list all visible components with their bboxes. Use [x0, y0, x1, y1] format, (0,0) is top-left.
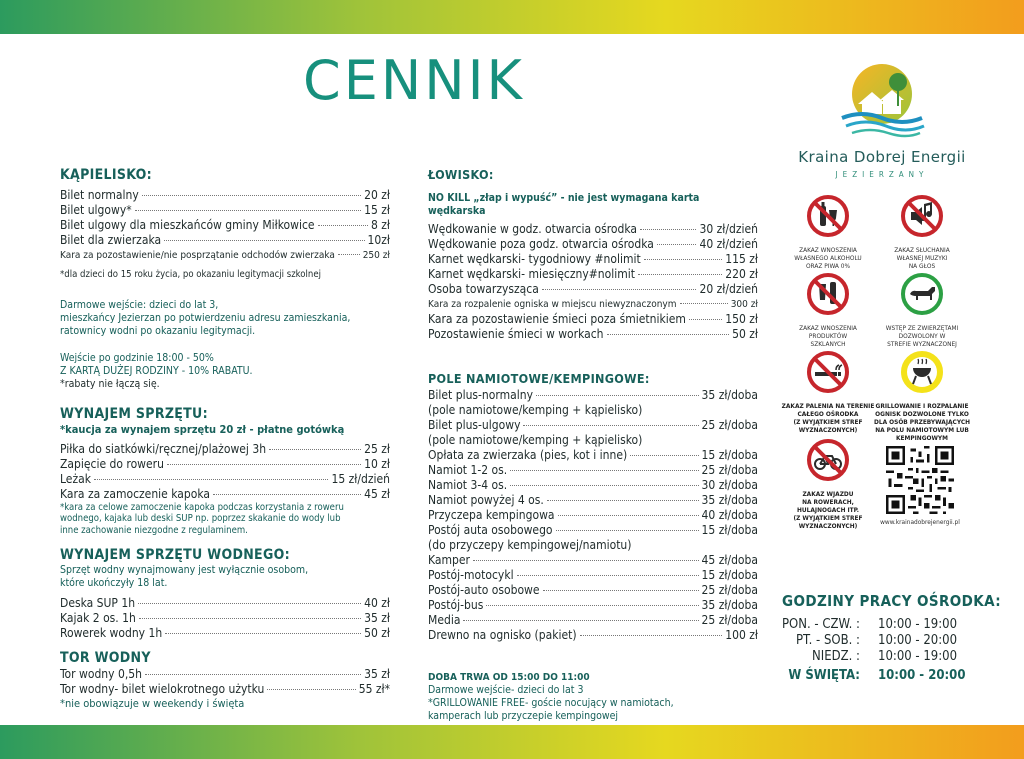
- dot-leader: [135, 210, 361, 211]
- price-value: 20 zł: [364, 188, 390, 202]
- sign-caption-line: (Z WYJĄTKIEM STREF: [793, 514, 863, 522]
- deposit-note: *kaucja za wynajem sprzętu 20 zł - płatne gotówką: [60, 422, 345, 436]
- dot-leader: [547, 500, 699, 501]
- sign-no-glass: [780, 272, 876, 348]
- discount-note: *rabaty nie łączą się.: [60, 377, 160, 390]
- price-value: 15 zł/doba: [701, 523, 758, 537]
- price-row: [60, 472, 390, 487]
- price-label: Opłata za zwierzaka (pies, kot i inne): [428, 448, 628, 462]
- price-row: [428, 448, 758, 463]
- nokill-note: NO KILL „złap i wypuść” - nie jest wymagana karta wędkarska: [428, 192, 700, 217]
- dot-leader: [213, 494, 361, 495]
- dot-leader: [164, 240, 364, 241]
- price-row: [428, 418, 758, 433]
- sign-dogs-allowed: [874, 272, 970, 348]
- price-label: Namiot 3-4 os.: [428, 478, 508, 492]
- hours-row-sun: NIEDZ. : 10:00 - 19:00: [812, 649, 958, 664]
- price-row: [60, 626, 390, 641]
- dot-leader: [543, 590, 699, 591]
- price-value: 35 zł/doba: [701, 493, 758, 507]
- dot-leader: [269, 449, 361, 450]
- price-value: 300 zł: [730, 299, 758, 310]
- sign-caption-line: ZAKAZ WJAZDU: [802, 490, 854, 498]
- grill-zone-icon: [900, 350, 944, 394]
- price-value: 50 zł: [364, 626, 390, 640]
- price-row: [428, 553, 758, 568]
- dot-leader: [607, 334, 730, 335]
- price-row: [428, 312, 758, 327]
- dot-leader: [556, 530, 699, 531]
- family-card-discount: Z KARTĄ DUŻEJ RODZINY - 10% RABATU.: [60, 364, 253, 377]
- hours-row-mon-thu: PON. - CZW. : 10:00 - 19:00: [782, 617, 958, 632]
- price-row: [428, 478, 758, 493]
- free-entry-note: Darmowe wejście: dzieci do lat 3, mieszkańcy Jezierzan po potwierdzeniu adresu zamieszkania, ratownicy wodni po okazaniu legitymacji.: [60, 298, 351, 337]
- price-label: Bilet dla zwierzaka: [60, 233, 162, 247]
- sign-caption-grill-zone: [874, 402, 970, 442]
- sign-caption-line: STREFIE WYZNACZONEJ: [887, 340, 957, 348]
- qr-caption: www.krainadobrejenergii.pl: [880, 518, 960, 526]
- price-row: [428, 282, 758, 297]
- price-label: Piłka do siatkówki/ręcznej/plażowej 3h: [60, 441, 267, 456]
- no-alcohol-icon: [806, 194, 850, 238]
- dot-leader: [167, 464, 361, 465]
- price-row: [60, 203, 390, 218]
- price-value: 8 zł: [370, 218, 390, 232]
- tor-heading: TOR WODNY: [60, 650, 151, 666]
- dot-leader: [536, 395, 699, 396]
- price-value: 115 zł: [725, 252, 758, 266]
- sign-caption-no-music: [874, 246, 970, 270]
- sign-caption-line: OGNISK DOZWOLONE TYLKO: [875, 410, 969, 418]
- price-row: [60, 233, 390, 248]
- price-row: [428, 388, 758, 403]
- price-label: Bilet ulgowy*: [60, 203, 132, 217]
- price-value: 15 zł/doba: [701, 448, 758, 462]
- dot-leader: [510, 485, 698, 486]
- dot-leader: [94, 479, 328, 480]
- sign-caption-line: KEMPINGOWYM: [896, 434, 948, 442]
- price-label: Namiot powyżej 4 os.: [428, 493, 544, 507]
- price-label: Kamper: [428, 553, 470, 567]
- price-value: 25 zł/doba: [701, 583, 758, 597]
- dot-leader: [145, 674, 361, 675]
- sign-caption-line: (Z WYJĄTKIEM STREF: [793, 418, 863, 426]
- price-value: 25 zł/doba: [701, 463, 758, 477]
- page-title: CENNIK: [303, 49, 525, 112]
- price-subnote: (pole namiotowe/kemping + kąpielisko): [428, 433, 643, 447]
- price-value: 30 zł/doba: [701, 478, 758, 492]
- price-row: [428, 493, 758, 508]
- price-label: Namiot 1-2 os.: [428, 463, 508, 477]
- price-value: 40 zł/dzień: [699, 237, 758, 251]
- price-row: [428, 237, 758, 252]
- price-row: [428, 297, 758, 312]
- price-label: Bilet plus-ulgowy: [428, 418, 521, 432]
- grill-note-2: kamperach lub przyczepie kempingowej: [428, 710, 619, 722]
- dot-leader: [657, 244, 697, 245]
- sign-caption-line: PRODUKTÓW: [808, 332, 848, 340]
- dogs-allowed-icon: [900, 272, 944, 316]
- brand-location: JEZIERZANY: [835, 170, 929, 179]
- price-label: Wędkowanie poza godz. otwarcia ośrodka: [428, 237, 654, 251]
- sign-caption-line: ORAZ PIWA 0%: [805, 262, 851, 270]
- sign-caption-line: WŁASNEJ MUZYKI: [896, 254, 948, 262]
- sign-caption-line: HULAJNOGACH ITP.: [797, 506, 859, 514]
- price-label: Kara za zamoczenie kapoka: [60, 486, 211, 501]
- price-label: Drewno na ognisko (pakiet): [428, 628, 577, 642]
- price-value: 15 zł/dzień: [331, 471, 390, 486]
- dot-leader: [638, 274, 722, 275]
- price-value: 10 zł: [364, 456, 390, 471]
- price-value: 35 zł: [364, 667, 390, 681]
- lowisko-price-list: [428, 222, 758, 342]
- price-value: 250 zł: [362, 250, 390, 261]
- price-value: 25 zł: [364, 441, 390, 456]
- dot-leader: [463, 620, 698, 621]
- dot-leader: [318, 225, 368, 226]
- dot-leader: [142, 195, 361, 196]
- price-row: [428, 583, 758, 598]
- sign-no-music: [874, 194, 970, 270]
- price-row: [60, 188, 390, 203]
- sign-no-bikes: [780, 438, 876, 530]
- no-smoking-icon: [806, 350, 850, 394]
- qr-code-icon[interactable]: [886, 446, 954, 514]
- dot-leader: [644, 259, 722, 260]
- dot-leader: [523, 425, 698, 426]
- price-value: 100 zł: [725, 628, 758, 642]
- sign-caption-line: DOZWOLONY W: [898, 332, 946, 340]
- grill-note-1: *GRILLOWANIE FREE- goście nocujący w namiotach,: [428, 697, 674, 709]
- dot-leader: [165, 633, 361, 634]
- hours-row-holidays: W ŚWIĘTA: 10:00 - 20:00: [788, 668, 966, 683]
- price-row: [428, 222, 758, 237]
- price-label: Media: [428, 613, 461, 627]
- price-label: Postój auta osobowego: [428, 523, 553, 537]
- sign-no-smoking: [780, 350, 876, 434]
- price-value: 55 zł*: [358, 682, 390, 696]
- wodny-price-list: [60, 596, 390, 641]
- price-row: [60, 218, 390, 233]
- dot-leader: [139, 618, 361, 619]
- price-label: Kara za pozostawienie śmieci poza śmietnikiem: [428, 312, 686, 326]
- dot-leader: [473, 560, 699, 561]
- left-column: [60, 166, 390, 710]
- sign-caption-no-alcohol: [780, 246, 876, 270]
- price-value: 40 zł: [364, 596, 390, 610]
- sign-caption-line: SZKLANYCH: [810, 340, 846, 348]
- price-value: 35 zł/doba: [701, 388, 758, 402]
- hours-row-fri-sat: PT. - SOB. : 10:00 - 20:00: [795, 633, 958, 648]
- middle-column: [428, 166, 758, 723]
- price-value: 35 zł: [364, 611, 390, 625]
- price-value: 25 zł/doba: [701, 418, 758, 432]
- sprzet-price-list: [60, 442, 390, 502]
- dot-leader: [338, 254, 360, 255]
- kapielisko-price-list: [60, 188, 390, 263]
- price-label: Pozostawienie śmieci w workach: [428, 327, 604, 341]
- price-label: Postój-auto osobowe: [428, 583, 540, 597]
- price-label: Tor wodny- bilet wielokrotnego użytku: [60, 682, 265, 696]
- price-row: [428, 508, 758, 523]
- dot-leader: [558, 515, 699, 516]
- price-row: [428, 463, 758, 478]
- pole-heading: POLE NAMIOTOWE/KEMPINGOWE:: [428, 371, 650, 386]
- price-row: [428, 598, 758, 613]
- wodny-age-note-1: Sprzęt wodny wynajmowany jest wyłącznie osobom,: [60, 564, 309, 576]
- no-music-icon: [900, 194, 944, 238]
- price-row: [60, 682, 390, 697]
- dot-leader: [517, 575, 699, 576]
- sign-caption-no-glass: [780, 324, 876, 348]
- brand-logo-icon: [836, 60, 928, 144]
- price-value: 45 zł: [364, 486, 390, 501]
- price-value: 45 zł/doba: [701, 553, 758, 567]
- price-value: 220 zł: [725, 267, 758, 281]
- price-value: 30 zł/dzień: [699, 222, 758, 236]
- price-row: [428, 613, 758, 628]
- price-label: Kara za pozostawienie/nie posprzątanie odchodów zwierzaka: [60, 250, 335, 261]
- dot-leader: [486, 605, 698, 606]
- dot-leader: [630, 455, 698, 456]
- kapok-penalty-note: *kara za celowe zamoczenie kapoka podczas korzystania z roweru wodnego, kajaka lub deski SUP np. poprzez skakanie do wody lub inne zachowanie niezgodne z regulaminem.: [60, 501, 344, 536]
- sign-caption-no-bikes: [780, 490, 876, 530]
- price-value: 15 zł/doba: [701, 568, 758, 582]
- brand-name: Kraina Dobrej Energii: [798, 148, 966, 166]
- sign-no-alcohol: [780, 194, 876, 270]
- sign-caption-line: DLA OSÓB PRZEBYWAJĄCYCH: [874, 418, 971, 426]
- price-value: 50 zł: [732, 327, 758, 341]
- sign-caption-line: WYZNACZONYCH): [798, 522, 858, 530]
- no-bikes-icon: [806, 438, 850, 482]
- price-value: 150 zł: [725, 312, 758, 326]
- price-label: Kara za rozpalenie ogniska w miejscu niewyznaczonym: [428, 299, 677, 310]
- doba-note: DOBA TRWA OD 15:00 DO 11:00: [428, 672, 590, 683]
- price-row: [428, 523, 758, 538]
- price-value: 35 zł/doba: [701, 598, 758, 612]
- price-label: Postój-motocykl: [428, 568, 514, 582]
- price-label: Postój-bus: [428, 598, 484, 612]
- dot-leader: [267, 689, 355, 690]
- kapielisko-footnote: *dla dzieci do 15 roku życia, po okazaniu legitymacji szkolnej: [60, 269, 321, 280]
- price-row: [60, 248, 390, 263]
- sign-caption-line: NA ROWERACH,: [802, 498, 854, 506]
- sign-caption-line: ZAKAZ SŁUCHANIA: [894, 246, 950, 254]
- dot-leader: [542, 289, 697, 290]
- price-row: [60, 611, 390, 626]
- dot-leader: [689, 319, 722, 320]
- price-row: [60, 596, 390, 611]
- price-row: [60, 487, 390, 502]
- sign-caption-dogs-allowed: [874, 324, 970, 348]
- price-label: Zapięcie do roweru: [60, 456, 164, 471]
- top-gradient-band: [0, 0, 1024, 34]
- pole-free-note: Darmowe wejście- dzieci do lat 3: [428, 684, 584, 696]
- price-row: [428, 628, 758, 643]
- wodny-heading: WYNAJEM SPRZĘTU WODNEGO:: [60, 547, 290, 563]
- price-label: Leżak: [60, 471, 91, 486]
- no-glass-icon: [806, 272, 850, 316]
- sign-caption-line: NA GŁOS: [908, 262, 936, 270]
- pole-price-list: [428, 388, 758, 643]
- sign-caption-line: ZAKAZ WNOSZENIA: [799, 246, 857, 254]
- price-value: 25 zł/doba: [701, 613, 758, 627]
- price-label: Kajak 2 os. 1h: [60, 611, 136, 625]
- price-row: [428, 568, 758, 583]
- price-row: [428, 327, 758, 342]
- dot-leader: [580, 635, 723, 636]
- price-subnote: (do przyczepy kempingowej/namiotu): [428, 538, 632, 552]
- price-label: Deska SUP 1h: [60, 596, 136, 610]
- sign-caption-line: CAŁEGO OŚRODKA: [797, 410, 859, 418]
- price-value: 40 zł/doba: [701, 508, 758, 522]
- price-row: [428, 267, 758, 282]
- lowisko-heading: ŁOWISKO:: [428, 167, 494, 182]
- price-label: Przyczepa kempingowa: [428, 508, 555, 522]
- tor-weekend-note: *nie obowiązuje w weekendy i święta: [60, 697, 245, 710]
- price-value: 10zł: [367, 233, 390, 247]
- sign-grill-zone: [874, 350, 970, 442]
- price-label: Osoba towarzysząca: [428, 282, 539, 296]
- sign-caption-no-smoking: [780, 402, 876, 434]
- price-label: Karnet wędkarski- miesięczny#nolimit: [428, 267, 635, 281]
- price-value: 20 zł/dzień: [699, 282, 758, 296]
- price-label: Rowerek wodny 1h: [60, 626, 163, 640]
- dot-leader: [640, 229, 696, 230]
- price-value: 15 zł: [364, 203, 390, 217]
- price-row: [60, 442, 390, 457]
- price-label: Bilet ulgowy dla mieszkańców gminy Miłkowice: [60, 218, 315, 232]
- sign-caption-line: ZAKAZ WNOSZENIA: [799, 324, 857, 332]
- kapielisko-heading: KĄPIELISKO:: [60, 167, 152, 183]
- bottom-gradient-band: [0, 725, 1024, 759]
- tor-price-list: [60, 667, 390, 697]
- price-subnote: (pole namiotowe/kemping + kąpielisko): [428, 403, 643, 417]
- dot-leader: [138, 603, 361, 604]
- dot-leader: [510, 470, 698, 471]
- sign-caption-line: WSTĘP ZE ZWIERZĘTAMI: [885, 324, 959, 332]
- price-label: Wędkowanie w godz. otwarcia ośrodka: [428, 222, 638, 236]
- sign-caption-line: WŁASNEGO ALKOHOLU: [794, 254, 862, 262]
- dot-leader: [680, 303, 728, 304]
- after-18-discount: Wejście po godzinie 18:00 - 50%: [60, 351, 214, 364]
- price-row: [428, 252, 758, 267]
- sign-caption-line: GRILLOWANIE I ROZPALANIE: [875, 402, 969, 410]
- hours-heading: GODZINY PRACY OŚRODKA:: [782, 592, 1002, 610]
- price-label: Karnet wędkarski- tygodniowy #nolimit: [428, 252, 641, 266]
- price-row: [60, 457, 390, 472]
- sign-caption-line: NA POLU NAMIOTOWYM LUB: [875, 426, 969, 434]
- wodny-age-note-2: które ukończyły 18 lat.: [60, 577, 168, 589]
- sprzet-heading: WYNAJEM SPRZĘTU:: [60, 405, 208, 422]
- price-label: Bilet plus-normalny: [428, 388, 533, 402]
- price-label: Tor wodny 0,5h: [60, 667, 142, 681]
- price-row: [60, 667, 390, 682]
- sign-caption-line: ZAKAZ PALENIA NA TERENIE: [781, 402, 875, 410]
- price-label: Bilet normalny: [60, 188, 139, 202]
- sign-caption-line: WYZNACZONYCH): [798, 426, 858, 434]
